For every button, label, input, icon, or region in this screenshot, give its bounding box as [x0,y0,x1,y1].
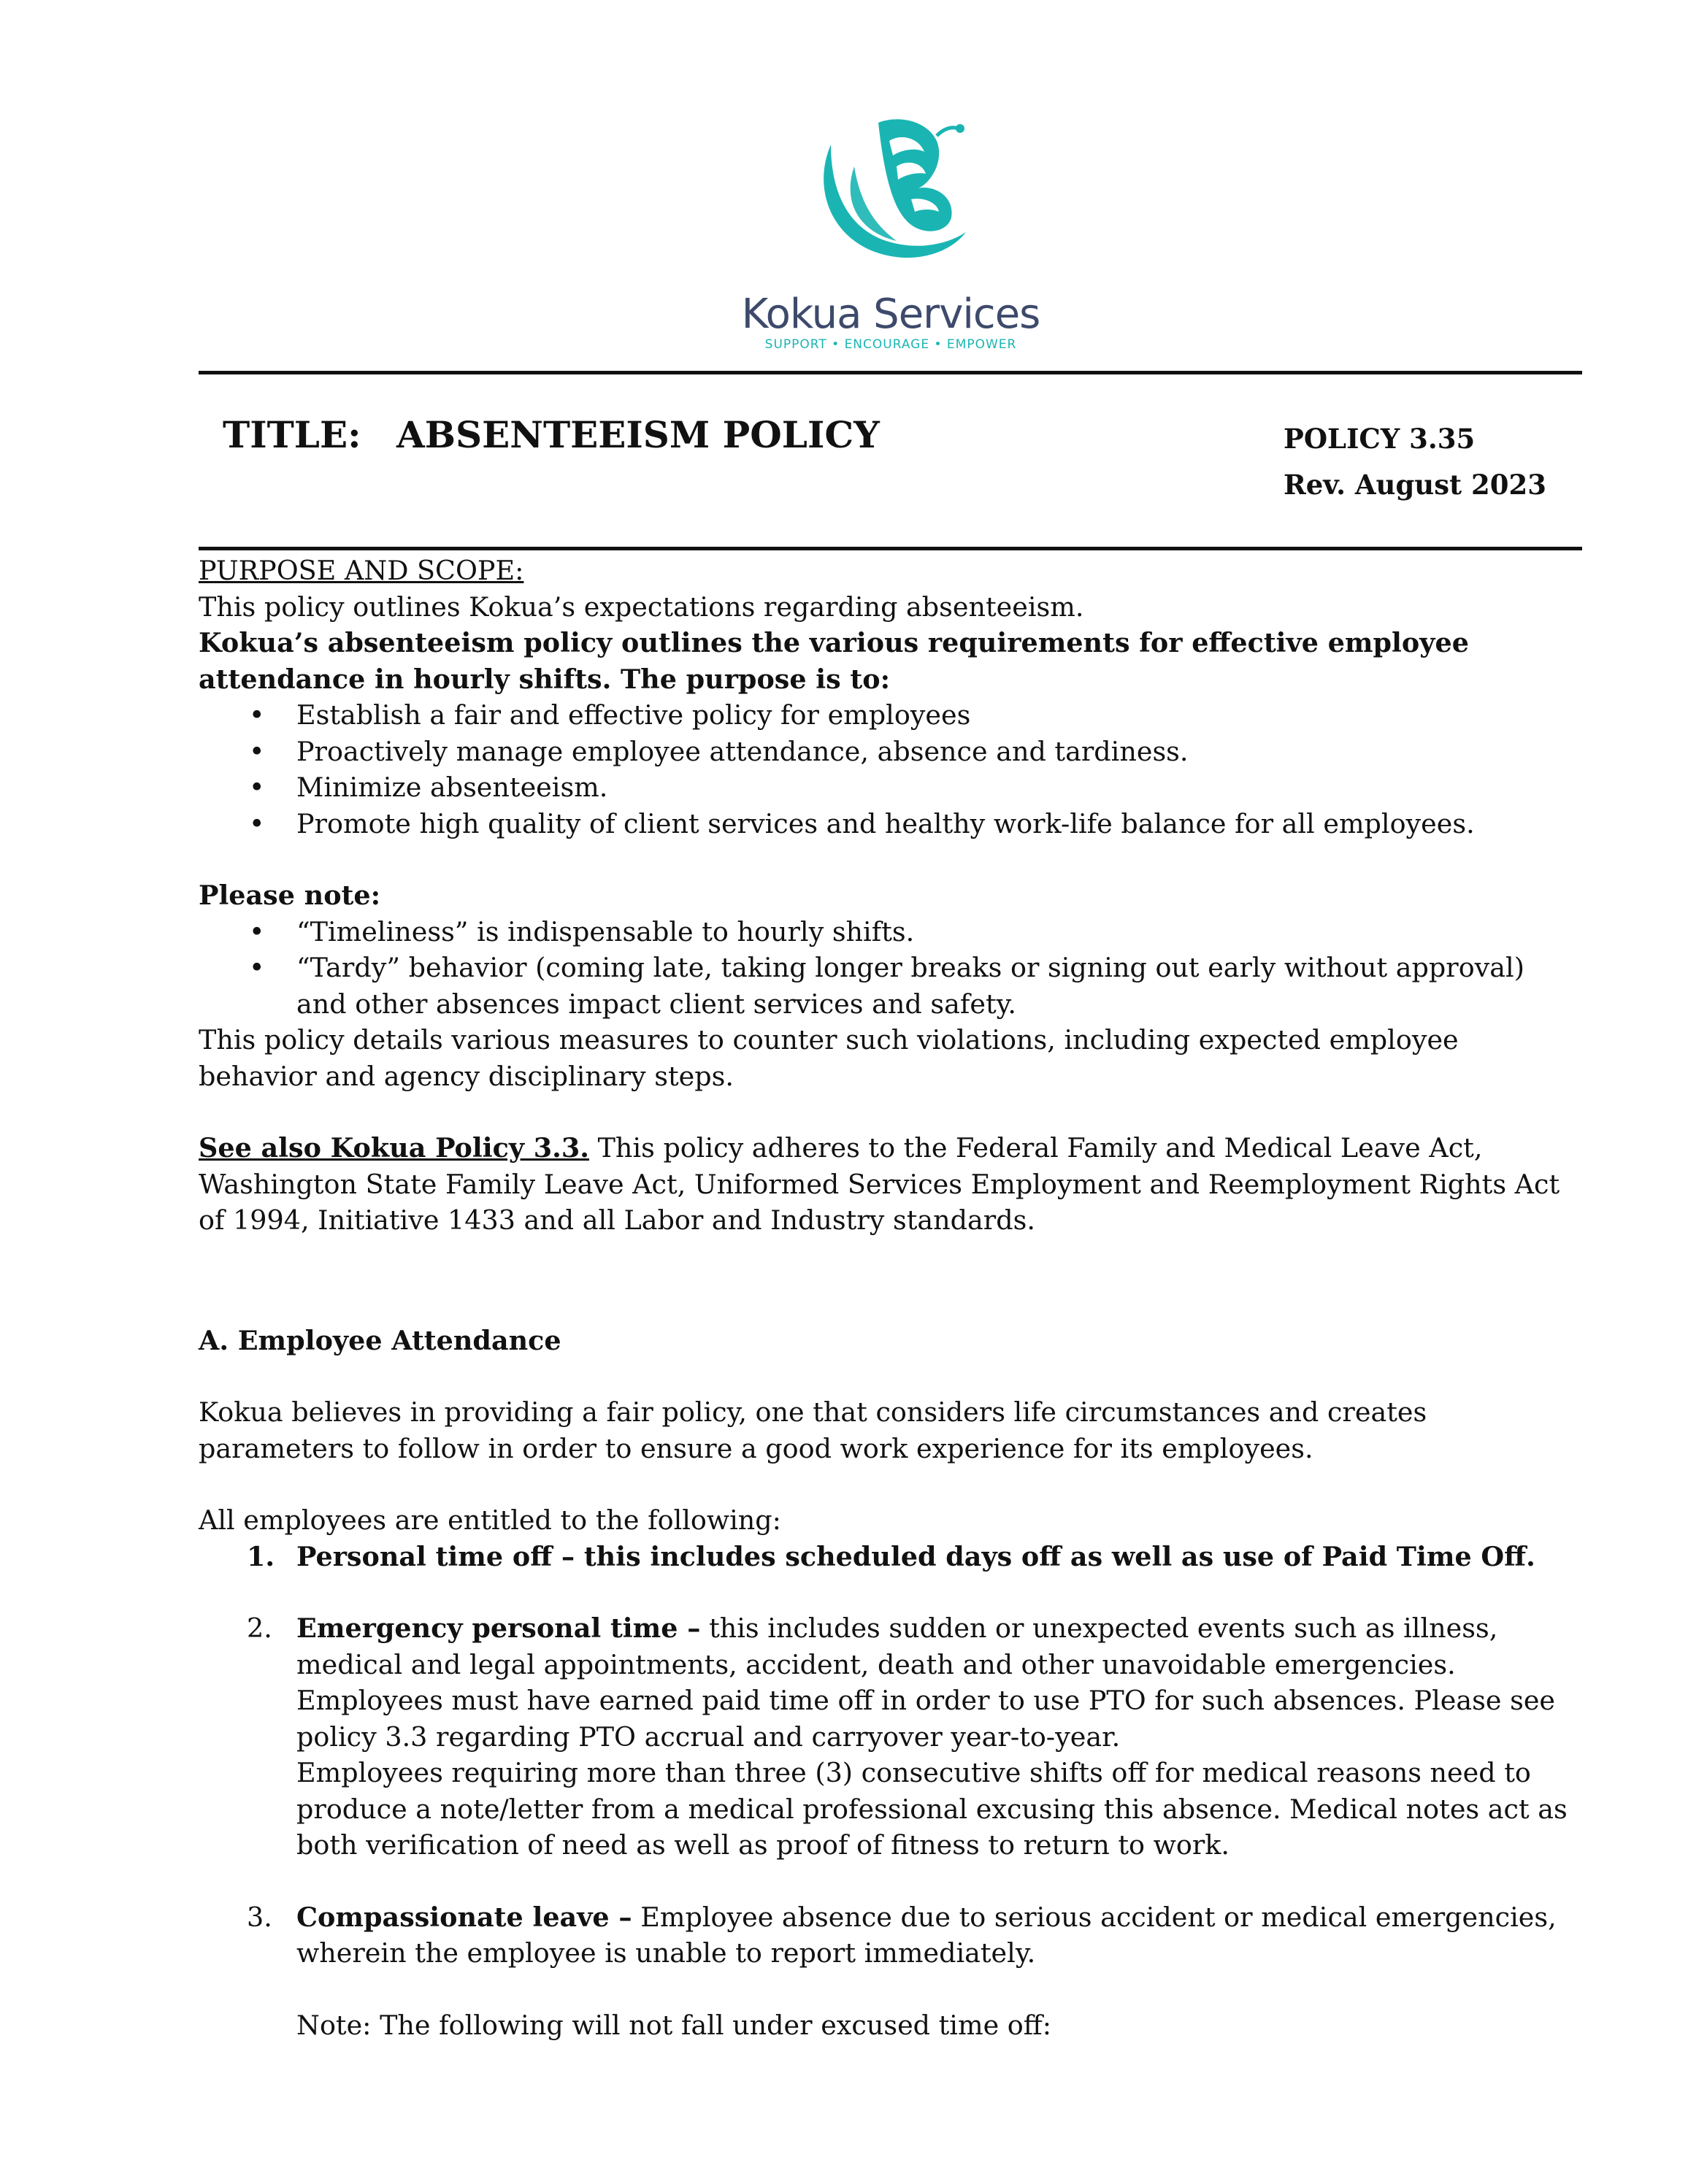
entitlement-list [199,1539,1582,1972]
list-item: 2. Emergency personal time – this includes sudden or unexpected events such as illness, medical and legal appointments, accident, death and other unavoidable emergencies. Employees must have earned paid time off in order to use PTO for such absences. Please see policy 3.3 regarding PTO accrual and carryover year-to-year. Employees requiring more than three (3) consecutive shifts off for medical reasons need to produce a note/letter from a medical professional excusing this absence. Medical notes act as both verification of need as well as proof of fitness to return to work. [247,1612,1568,1861]
document-title: ABSENTEEISM POLICY [396,413,880,456]
policy-body [199,553,1582,2043]
entitlement-intro: All employees are entitled to the following: [199,1504,781,1536]
list-item: • “Timeliness” is indispensable to hourly shifts. [249,915,915,947]
policy-number: POLICY 3.35 [1284,423,1476,455]
section-a-heading: A. Employee Attendance [199,1324,561,1356]
list-item: • Promote high quality of client services and healthy work-life balance for all employees. [249,807,1475,839]
see-also-link[interactable]: See also Kokua Policy 3.3. [199,1132,589,1164]
company-name: Kokua Services [741,291,1040,338]
list-item: • Establish a fair and effective policy for employees [249,699,971,731]
note-heading: Please note: [199,880,381,911]
purpose-statement: Kokua’s absenteeism policy outlines the various requirements for effective employee attendance in hourly shifts. The purpose is to: [199,627,1469,695]
revision-date: Rev. August 2023 [1284,469,1546,501]
purpose-heading: PURPOSE AND SCOPE: [199,555,524,586]
section-a-intro: Kokua believes in providing a fair policy, one that considers life circumstances and creates parameters to follow in order to ensure a good work experience for its employees. [199,1396,1427,1464]
list-item: • Minimize absenteeism. [249,772,608,803]
note-details: This policy details various measures to counter such violations, including expected employee behavior and agency disciplinary steps. [199,1024,1459,1092]
company-tagline: SUPPORT • ENCOURAGE • EMPOWER [764,337,1017,352]
butterfly-logo-icon [809,115,977,265]
header-bottom-divider [199,547,1582,550]
header-top-divider [199,371,1582,374]
list-item: • Proactively manage employee attendance, absence and tardiness. [249,735,1189,767]
purpose-intro: This policy outlines Kokua’s expectations regarding absenteeism. [199,591,1084,623]
see-also-paragraph: See also Kokua Policy 3.3. This policy adheres to the Federal Family and Medical Leave Act, Washington State Family Leave Act, Uniformed Services Employment and Reemployment Rights Act of 1994, Initiative 1433 and all Labor and Industry standards. [199,1132,1560,1236]
note-list [199,914,1582,1023]
list-item: • “Tardy” behavior (coming late, taking longer breaks or signing out early without approval) and other absences impact client services and safety. [249,952,1524,1020]
list-item: 3. Compassionate leave – Employee absence due to serious accident or medical emergencies, wherein the employee is unable to report immediately. [247,1901,1557,1969]
title-label: TITLE: [223,413,361,456]
list-item: 1. Personal time off – this includes scheduled days off as well as use of Paid Time Off. [247,1540,1535,1572]
purpose-list [199,697,1582,842]
excluded-note: Note: The following will not fall under excused time off: [296,2009,1051,2041]
